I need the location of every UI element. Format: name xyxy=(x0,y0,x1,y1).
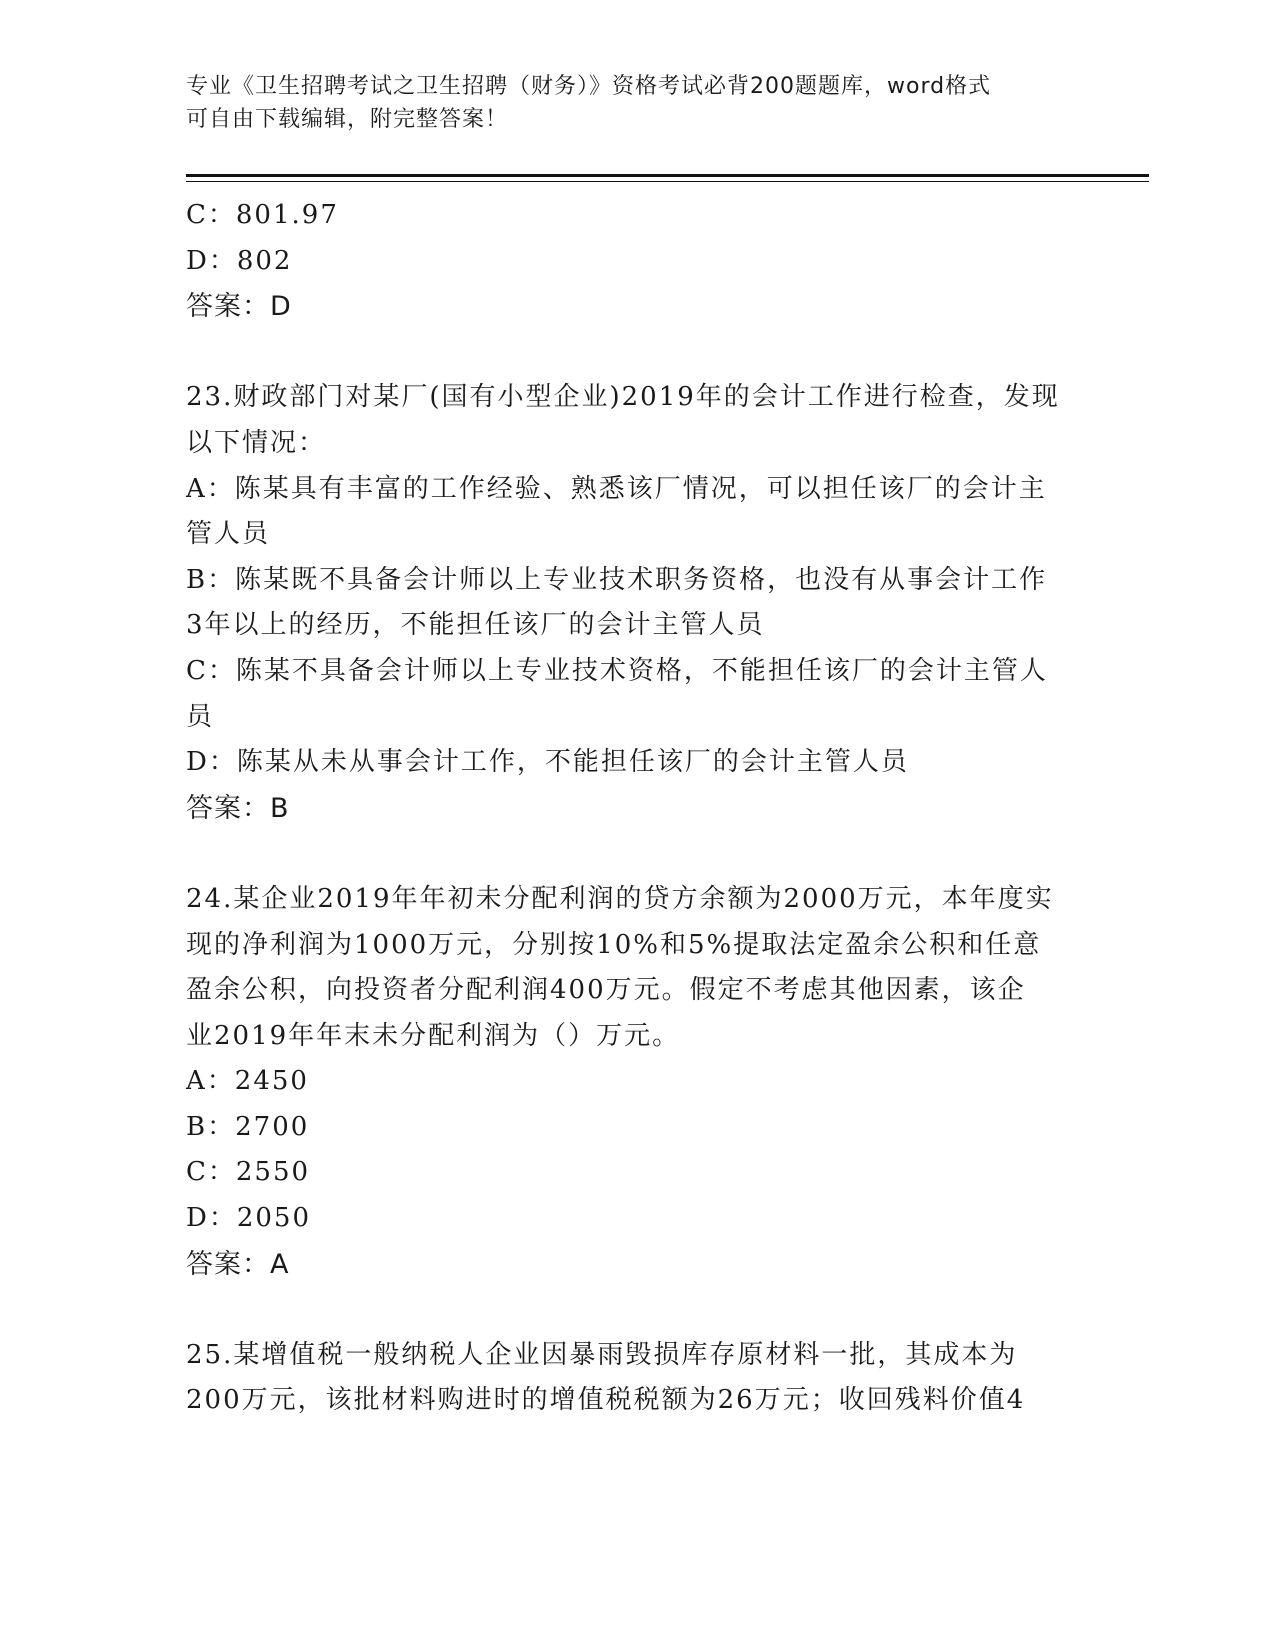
spacer xyxy=(186,330,1086,376)
answer-label: 答案：D xyxy=(186,291,292,323)
option-d: D：802 xyxy=(186,245,293,276)
option-d: D：2050 xyxy=(186,1203,312,1234)
question-stem-line: 25.某增值税一般纳税人企业因暴雨毁损库存原材料一批，其成本为 xyxy=(186,1339,1018,1370)
header-title-line-1: 专业《卫生招聘考试之卫生招聘（财务）》资格考试必背200题题库，word格式 xyxy=(186,74,992,99)
option-a-continued: 管人员 xyxy=(186,519,271,550)
option-c-continued: 员 xyxy=(186,701,215,732)
option-b: B：陈某既不具备会计师以上专业技术职务资格，也没有从事会计工作 xyxy=(186,564,1048,595)
question-25 xyxy=(186,1333,1086,1424)
option-c: C：801.97 xyxy=(186,200,339,230)
option-b-continued: 3年以上的经历，不能担任该厂的会计主管人员 xyxy=(186,610,765,641)
spacer xyxy=(186,1287,1086,1333)
answer-label: 答案：A xyxy=(186,1248,290,1280)
option-a: A：2450 xyxy=(186,1066,309,1097)
question-stem-line: 24.某企业2019年年初未分配利润的贷方余额为2000万元，本年度实 xyxy=(186,883,1054,914)
spacer xyxy=(186,831,1086,877)
question-stem-line: 业2019年年末未分配利润为（）万元。 xyxy=(186,1020,681,1051)
header-divider-thin xyxy=(186,181,1149,182)
option-a: A：陈某具有丰富的工作经验、熟悉该厂情况，可以担任该厂的会计主 xyxy=(186,473,1047,504)
document-body xyxy=(186,193,1086,1424)
option-c: C：陈某不具备会计师以上专业技术资格，不能担任该厂的会计主管人 xyxy=(186,655,1048,686)
question-stem-line: 现的净利润为1000万元，分别按10%和5%提取法定盈余公积和任意 xyxy=(186,929,1042,960)
question-stem-line: 23.财政部门对某厂(国有小型企业)2019年的会计工作进行检查，发现 xyxy=(186,382,1060,413)
question-stem-line: 以下情况： xyxy=(186,427,327,458)
header-title-line-2: 可自由下载编辑，附完整答案！ xyxy=(186,107,509,132)
answer-label: 答案：B xyxy=(186,792,290,824)
header-divider-thick xyxy=(186,174,1149,177)
question-22-tail xyxy=(186,193,1086,330)
option-c: C：2550 xyxy=(186,1157,311,1188)
option-d: D：陈某从未从事会计工作，不能担任该厂的会计主管人员 xyxy=(186,747,909,778)
question-24 xyxy=(186,877,1086,1287)
question-stem-line: 200万元，该批材料购进时的增值税税额为26万元；收回残料价值4 xyxy=(186,1385,1026,1416)
question-stem-line: 盈余公积，向投资者分配利润400万元。假定不考虑其他因素，该企 xyxy=(186,975,1026,1006)
question-23 xyxy=(186,375,1086,831)
document-header xyxy=(186,70,1066,136)
option-b: B：2700 xyxy=(186,1111,310,1142)
